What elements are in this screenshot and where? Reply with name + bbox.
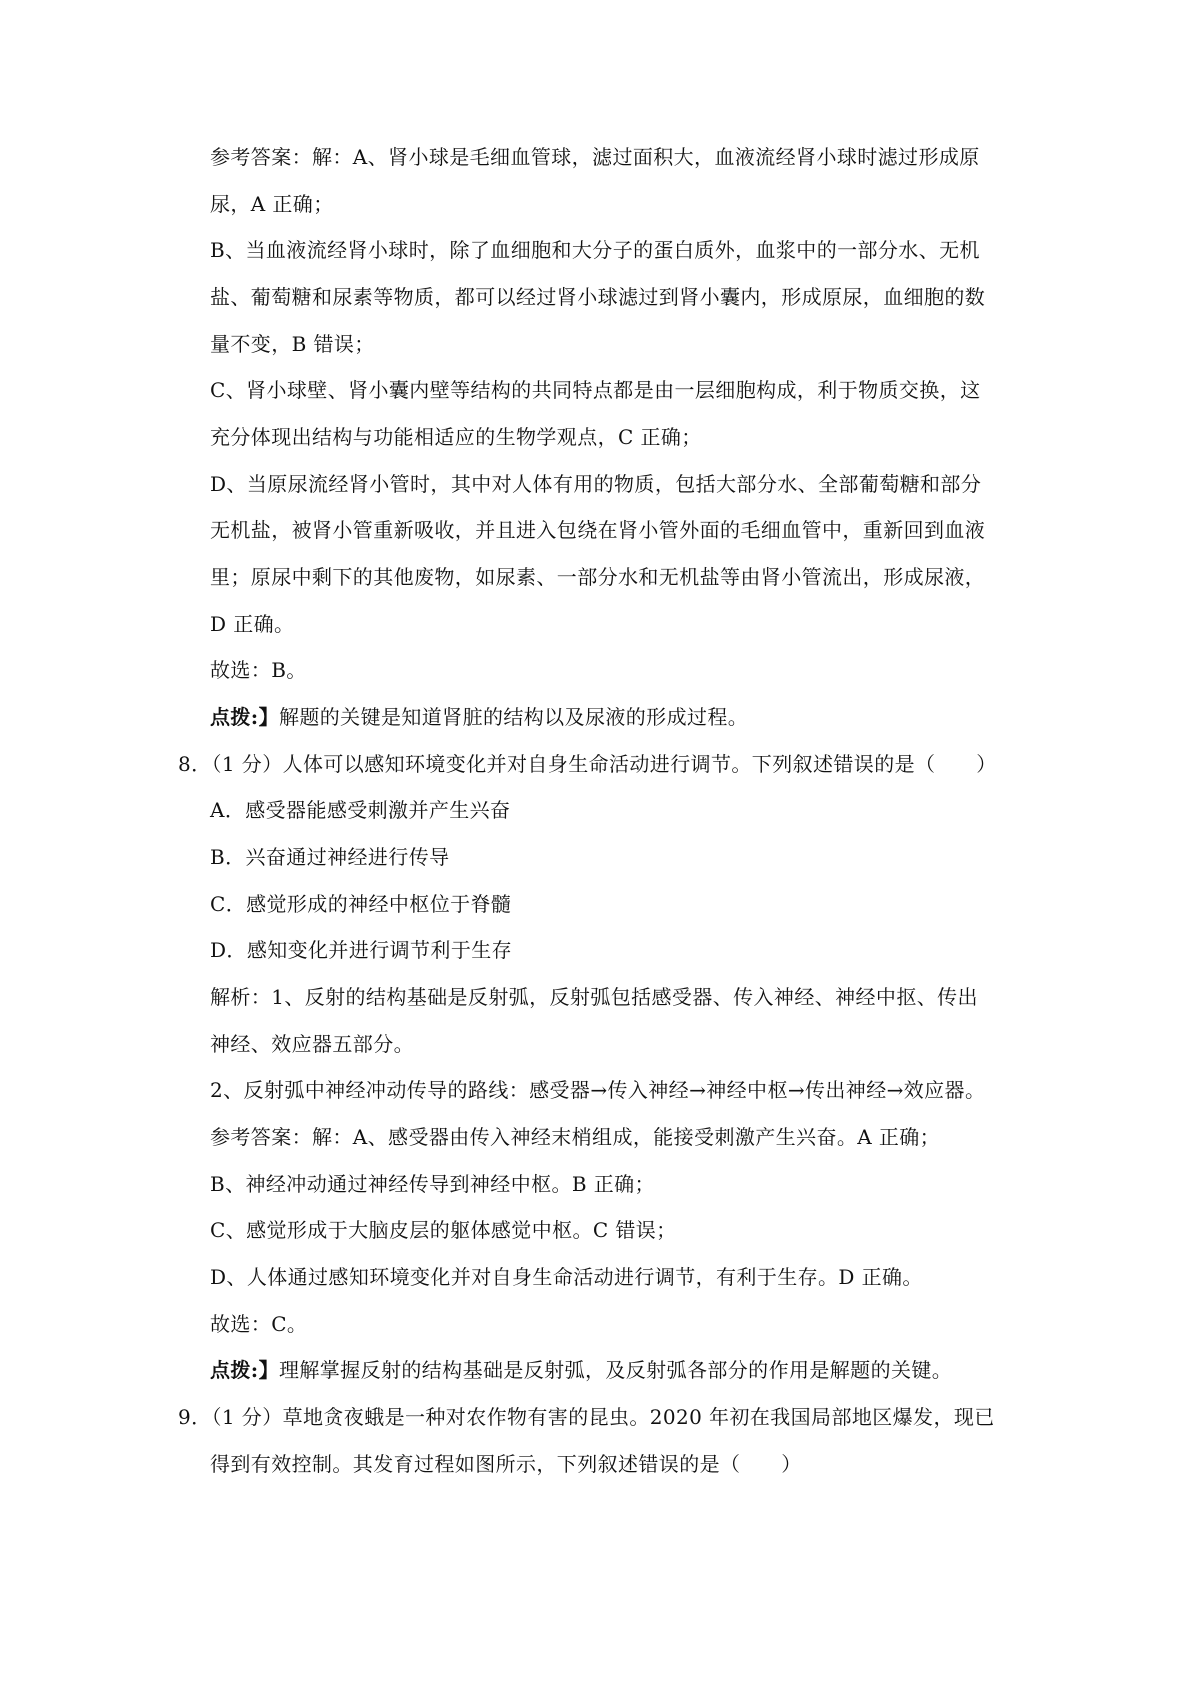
q8-answer-b: B、神经冲动通过神经传导到神经中枢。B 正确； (210, 1172, 655, 1196)
q8-analysis-line1: 解析：1、反射的结构基础是反射弧，反射弧包括感受器、传入神经、神经中抠、传出 (210, 985, 978, 1009)
q7-answer-a-line1 (210, 143, 980, 171)
q9-stem-line1: 9．（1 分）草地贪夜蛾是一种对农作物有害的昆虫。2020 年初在我国局部地区爆发，现已 (178, 1405, 995, 1429)
q8-answer-d: D、人体通过感知环境变化并对自身生命活动进行调节，有利于生存。D 正确。 (210, 1265, 923, 1289)
q8-answer-label: 参考答案： (210, 1125, 312, 1149)
q7-answer-d-line2: 无机盐，被肾小管重新吸收，并且进入包绕在肾小管外面的毛细血管中，重新回到血液 (210, 518, 986, 542)
q8-answer-c: C、感觉形成于大脑皮层的躯体感觉中枢。C 错误； (210, 1218, 677, 1242)
q7-answer-b-line2: 盐、葡萄糖和尿素等物质，都可以经过肾小球滤过到肾小囊内，形成原尿，血细胞的数 (210, 285, 986, 309)
q7-answer-c-line1: C、肾小球壁、肾小囊内壁等结构的共同特点都是由一层细胞构成，利于物质交换，这 (210, 378, 981, 402)
q8-answer-a-text: 解：A、感受器由传入神经末梢组成，能接受刺激产生兴奋。A 正确； (312, 1125, 941, 1149)
q7-answer-a-text: 解：A、肾小球是毛细血管球，滤过面积大，血液流经肾小球时滤过形成原 (312, 145, 980, 169)
q7-tip-text: 解题的关键是知道肾脏的结构以及尿液的形成过程。 (278, 705, 749, 729)
q7-answer-d-line1: D、当原尿流经肾小管时，其中对人体有用的物质，包括大部分水、全部葡萄糖和部分 (210, 472, 982, 496)
q7-answer-label: 参考答案： (210, 145, 312, 169)
q8-analysis-line2: 神经、效应器五部分。 (210, 1032, 414, 1056)
q8-option-c: C．感觉形成的神经中枢位于脊髓 (210, 892, 512, 916)
q8-stem: 8．（1 分）人体可以感知环境变化并对自身生命活动进行调节。下列叙述错误的是（ ） (178, 752, 997, 776)
q7-tip (210, 703, 748, 731)
q8-choice: 故选：C。 (210, 1312, 308, 1336)
q8-tip-text: 理解掌握反射的结构基础是反射弧，及反射弧各部分的作用是解题的关键。 (278, 1358, 953, 1382)
q7-answer-a-line2: 尿，A 正确； (210, 192, 334, 216)
q7-choice: 故选：B。 (210, 658, 307, 682)
q7-tip-label: 点拨:】 (210, 705, 279, 729)
q9-stem-line2: 得到有效控制。其发育过程如图所示，下列叙述错误的是（ ） (210, 1452, 802, 1476)
q7-answer-d-line4: D 正确。 (210, 612, 295, 636)
q7-answer-b-line1: B、当血液流经肾小球时，除了血细胞和大分子的蛋白质外，血浆中的一部分水、无机 (210, 238, 980, 262)
q8-option-b: B．兴奋通过神经进行传导 (210, 845, 450, 869)
q7-answer-c-line2: 充分体现出结构与功能相适应的生物学观点，C 正确； (210, 425, 702, 449)
q8-option-d: D．感知变化并进行调节利于生存 (210, 938, 513, 962)
q8-tip (210, 1356, 952, 1384)
q7-answer-d-line3: 里；原尿中剩下的其他废物，如尿素、一部分水和无机盐等由肾小管流出，形成尿液， (210, 565, 986, 589)
q8-answer-a-line (210, 1123, 940, 1151)
q8-tip-label: 点拨:】 (210, 1358, 279, 1382)
q8-option-a: A．感受器能感受刺激并产生兴奋 (210, 798, 511, 822)
q7-answer-b-line3: 量不变，B 错误； (210, 332, 375, 356)
q8-analysis-line3: 2、反射弧中神经冲动传导的路线：感受器→传入神经→神经中枢→传出神经→效应器。 (210, 1078, 986, 1102)
